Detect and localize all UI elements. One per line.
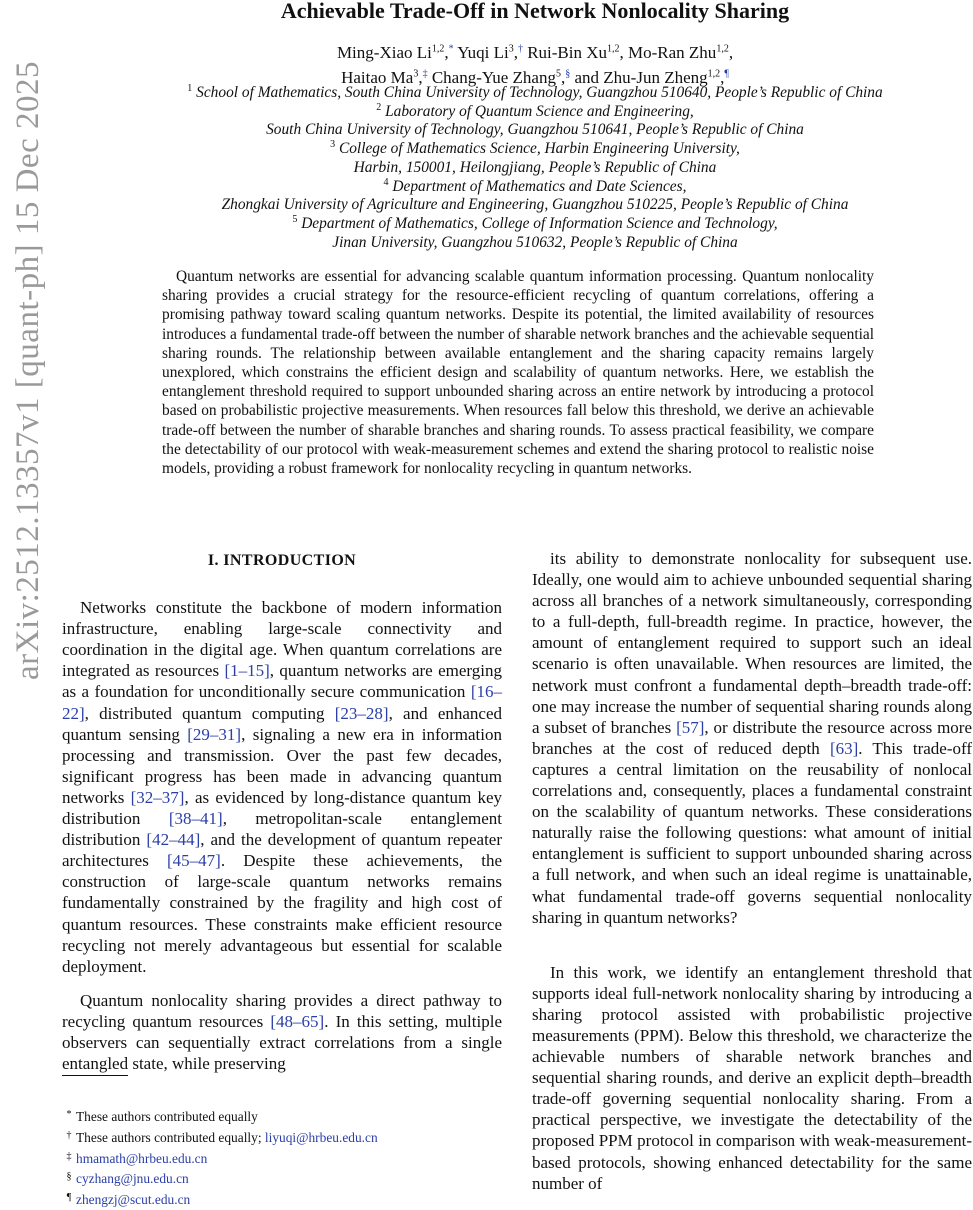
right-paragraphs [532, 548, 972, 1194]
author-footnote-link[interactable]: ¶ [724, 68, 729, 80]
affiliation-text: Zhongkai University of Agriculture and Engineering, Guangzhou 510225, People’s Republic of China [221, 196, 849, 214]
affiliation-number: 1 [187, 82, 193, 94]
footnote-list [62, 1106, 502, 1210]
affiliation-text: Jinan University, Guangzhou 510632, People’s Republic of China [332, 233, 738, 251]
citation-link[interactable]: [1–15] [224, 661, 270, 681]
affiliation-line [60, 234, 973, 253]
footnote [62, 1106, 502, 1127]
paper-title: Achievable Trade-Off in Network Nonlocality Sharing [280, 0, 790, 23]
author-name: Ming-Xiao Li [336, 43, 432, 62]
author-affiliation-number: 3 [413, 68, 419, 80]
footnote [62, 1168, 502, 1189]
author [527, 43, 619, 62]
footnote-email-link[interactable]: zhengzj@scut.edu.cn [76, 1192, 191, 1208]
author-name: Chang-Yue Zhang [431, 68, 556, 87]
footnote-mark: § [66, 1171, 72, 1183]
citation-link[interactable]: [63] [829, 738, 859, 758]
citation-link[interactable]: [23–28] [334, 703, 389, 723]
body-paragraph: Networks constitute the backbone of modern information infrastructure, enabling large-scale connectivity and coordination in the digital age. When quantum correlations are integrated as resources [1–15], quantum networks are emerging as a foundation for unconditionally secure communication [16–22], distributed quantum computing [23–28], and enhanced quantum sensing [29–31], signaling a new era in information processing and transmission. Over the past few decades, significant progress has been made in advancing quantum networks [32–37], as evidenced by long-distance quantum key distribution [38–41], metropolitan-scale entanglement distribution [42–44], and the development of quantum repeater architectures [45–47]. Despite these achievements, the construction of large-scale quantum networks remains fundamentally constrained by the fragility and high cost of quantum resources. These constraints make efficient resource recycling not merely advantageous but essential for scalable deployment. [62, 598, 503, 976]
footnote-email-link[interactable]: cyzhang@jnu.edu.cn [76, 1171, 189, 1187]
author-affiliation-number: 1,2 [431, 43, 445, 55]
left-column [62, 548, 502, 1074]
author [457, 43, 513, 62]
author-list: Ming-Xiao Li$^{1,2}$,* Yuqi Li$^3$,† Rui-Bin Xu$^{1,2}$, Mo-Ran Zhu$^{1,2}$, Haitao Ma$^3$,‡ Chang-Yue Zhang$^5$,§ and Zhu-Jun Zheng$^{1,2}$,¶ [336, 43, 734, 87]
footnote-mark: * [66, 1109, 72, 1120]
affiliation-text: Department of Mathematics and Date Sciences, [392, 177, 687, 195]
footnote-mark: ¶ [66, 1192, 72, 1204]
affiliation-text: Laboratory of Quantum Science and Engineering, [385, 102, 694, 120]
author-affiliation-number: 1,2 [707, 68, 721, 80]
right-column [532, 548, 972, 1194]
affiliation-number: 5 [292, 213, 298, 225]
footnote-email-link[interactable]: liyuqi@hrbeu.edu.cn [264, 1129, 378, 1145]
affiliation-line [60, 178, 973, 197]
author-footnote-link[interactable]: ‡ [422, 68, 428, 80]
footnote-mark: ‡ [66, 1150, 72, 1162]
affiliation-line [60, 196, 973, 215]
affiliation-text: Harbin, 150001, Heilongjiang, People’s Republic of China [353, 158, 717, 176]
body-paragraph: In this work, we identify an entanglement threshold that supports ideal full-network nonlocality sharing by introducing a sharing protocol assisted with probabilistic projective measurements (PPM). Below this threshold, we characterize the achievable numbers of sharable network branches and sequential sharing rounds, and derive an explicit depth–breadth trade-off governing sequential nonlocality sharing. From a practical perspective, we investigate the detectability of the proposed PPM protocol in comparison with weak-measurement-based protocols, showing enhanced detectability for the same number of [532, 962, 972, 1193]
footnote [62, 1148, 502, 1169]
author-affiliation-number: 3 [508, 43, 514, 55]
citation-link[interactable]: [45–47] [166, 851, 221, 871]
author-footnote-link[interactable]: * [448, 43, 454, 55]
citation-link[interactable]: [48–65] [270, 1011, 325, 1031]
author-affiliation-number: 1,2 [716, 43, 729, 55]
citation-link[interactable]: [32–37] [130, 787, 185, 807]
citation-link[interactable]: [38–41] [168, 809, 223, 829]
author-name: Yuqi Li [457, 43, 509, 62]
author-affiliation-number: 5 [555, 68, 561, 80]
citation-link[interactable]: [16–22] [62, 682, 502, 723]
affiliation-line [60, 140, 973, 159]
footnote [62, 1127, 502, 1148]
affiliation-list [60, 84, 973, 252]
footnote-mark: † [66, 1129, 72, 1141]
affiliation-text: Department of Mathematics, College of Information Science and Technology, [301, 214, 778, 232]
affiliation-text: School of Mathematics, South China University of Technology, Guangzhou 510640, People’s Republic of China [196, 84, 883, 101]
citation-link[interactable]: [57] [676, 717, 705, 737]
author-name: Haitao Ma [341, 68, 414, 87]
citation-link[interactable]: [42–44] [146, 830, 201, 850]
author-name: Zhu-Jun Zheng [603, 68, 708, 87]
abstract: Quantum networks are essential for advancing scalable quantum information processing. Quantum nonlocality sharing provides a crucial strategy for the resource-efficient recycling of quantum correlations, offering a promising pathway toward scaling quantum networks. Despite its potential, the limited availability of resources introduces a fundamental trade-off between the number of sharable network branches and the achievable sequential sharing rounds. The relationship between available entanglement and the sharing capacity remains largely unexplored, which constrains the efficient design and scalability of quantum networks. Here, we establish the entanglement threshold required to support unbounded sharing across an entire network by introducing a protocol based on probabilistic projective measurements. When resources fall below this threshold, we derive an achievable trade-off between the number of sharable branches and sharing rounds. To assess practical feasibility, we compare the detectability of our protocol with weak-measurement schemes and extend the sharing protocol to realistic noise models, providing a robust framework for nonlocality recycling in quantum networks. [162, 268, 874, 478]
affiliation-line [60, 159, 973, 178]
footnote-text: These authors contributed equally [76, 1109, 258, 1124]
body-paragraph: Quantum nonlocality sharing provides a direct pathway to recycling quantum resources [48–65]. In this setting, multiple observers can sequentially extract correlations from a single entangled state, while preserving [62, 990, 502, 1074]
affiliation-line [60, 215, 973, 234]
author-footnote-link[interactable]: § [565, 68, 571, 80]
author-affiliation-number: 1,2 [607, 43, 620, 55]
footnote-text: These authors contributed equally; [76, 1129, 265, 1145]
author [628, 43, 729, 62]
footnote-email-link[interactable]: hmamath@hrbeu.edu.cn [76, 1150, 208, 1166]
author [337, 43, 444, 62]
author-name: Mo-Ran Zhu [628, 43, 717, 62]
affiliation-line [60, 121, 973, 140]
section-heading: I. INTRODUCTION [207, 552, 357, 569]
left-paragraphs [62, 597, 502, 1074]
citation-link[interactable]: [29–31] [187, 724, 242, 744]
affiliation-text: College of Mathematics Science, Harbin Engineering University, [338, 140, 740, 158]
affiliation-text: South China University of Technology, Guangzhou 510641, People’s Republic of China [266, 121, 804, 139]
affiliation-line [60, 84, 973, 103]
affiliation-line [60, 103, 973, 122]
footnote-divider [62, 1075, 128, 1076]
author-footnote-link[interactable]: † [517, 43, 523, 55]
paragraph-spacer [62, 977, 502, 990]
author-name: Rui-Bin Xu [527, 43, 608, 62]
affiliation-number: 3 [330, 138, 336, 150]
affiliation-number: 4 [383, 176, 389, 188]
body-paragraph: its ability to demonstrate nonlocality for subsequent use. Ideally, one would aim to achieve unbounded sequential sharing across all branches of a network simultaneously, corresponding to a full-depth, full-breadth regime. In practice, however, the amount of entanglement required to support such an ideal scenario is often unavailable. When resources are limited, the network must confront a fundamental depth–breadth trade-off: one may increase the number of sequential sharing rounds along a subset of branches [57], or distribute the resource across more branches at the cost of reduced depth [63]. This trade-off captures a central limitation on the reusability of nonlocal correlations and, consequently, places a fundamental constraint on the scalability of quantum networks. These considerations naturally raise the following questions: what amount of initial entanglement is sufficient to support unbounded sharing across a full network, and when such an ideal regime is unattainable, what fundamental trade-off governs sequential nonlocality sharing in quantum networks? [532, 549, 972, 927]
paragraph-spacer [532, 928, 972, 962]
arxiv-identifier-stamp: arXiv:2512.13357v1 [quant-ph] 15 Dec 2025 [10, 61, 46, 680]
affiliation-number: 2 [376, 101, 382, 113]
